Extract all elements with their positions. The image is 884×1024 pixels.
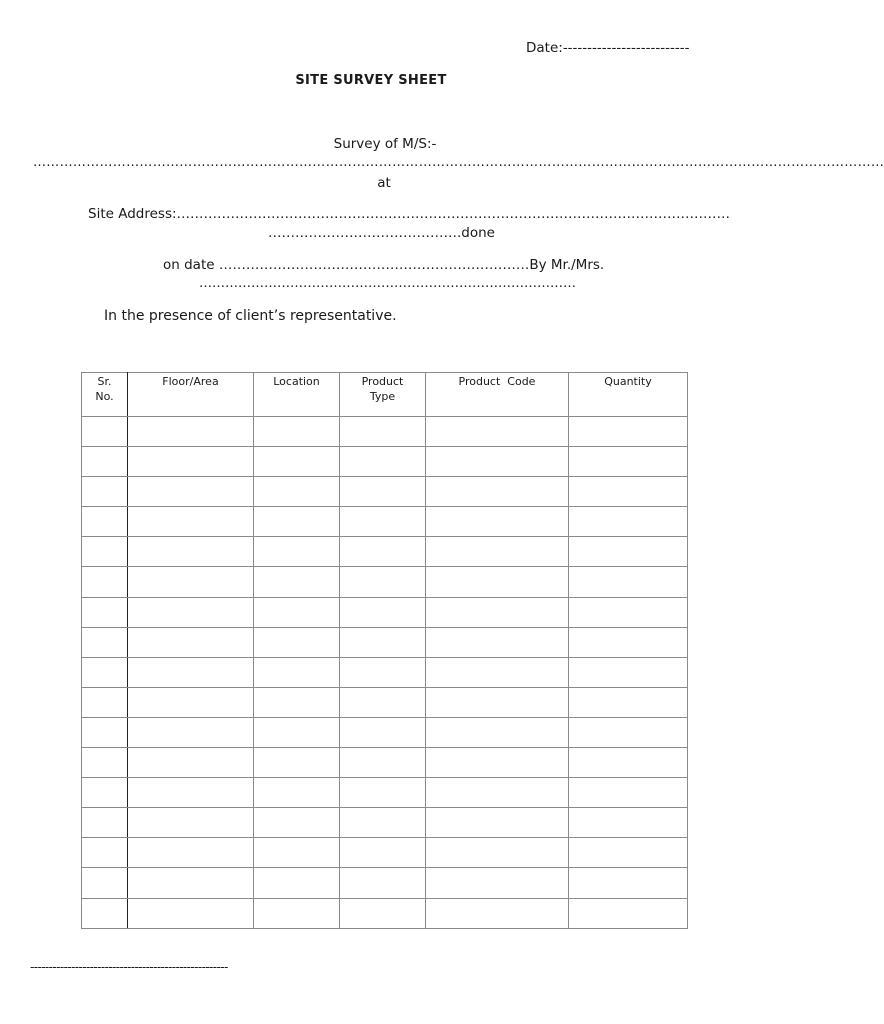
cell-location[interactable] xyxy=(254,778,340,808)
survey-of-label: Survey of M/S:- xyxy=(333,136,437,152)
cell-sr-no[interactable] xyxy=(82,687,128,717)
page-title: SITE SURVEY SHEET xyxy=(295,73,447,88)
cell-sr-no[interactable] xyxy=(82,627,128,657)
cell-sr-no[interactable] xyxy=(82,717,128,747)
cell-product-code[interactable] xyxy=(426,898,569,928)
date-field[interactable]: Date:-------------------------- xyxy=(526,40,690,56)
cell-quantity[interactable] xyxy=(569,687,688,717)
cell-product-type[interactable] xyxy=(340,567,426,597)
cell-floor-area[interactable] xyxy=(128,748,254,778)
cell-floor-area[interactable] xyxy=(128,507,254,537)
cell-floor-area[interactable] xyxy=(128,808,254,838)
by-name-field[interactable]: …………………………………………………………………………… xyxy=(199,276,576,291)
cell-quantity[interactable] xyxy=(569,507,688,537)
cell-sr-no[interactable] xyxy=(82,567,128,597)
table-header-row xyxy=(82,373,688,417)
table-row xyxy=(82,447,688,477)
column-header-product-type-line1: Product xyxy=(361,375,404,388)
cell-product-type[interactable] xyxy=(340,868,426,898)
cell-quantity[interactable] xyxy=(569,597,688,627)
cell-location[interactable] xyxy=(254,417,340,447)
cell-product-type[interactable] xyxy=(340,898,426,928)
cell-floor-area[interactable] xyxy=(128,567,254,597)
table-row xyxy=(82,537,688,567)
cell-product-type[interactable] xyxy=(340,808,426,838)
cell-location[interactable] xyxy=(254,447,340,477)
cell-sr-no[interactable] xyxy=(82,507,128,537)
cell-product-type[interactable] xyxy=(340,778,426,808)
column-header-product-type-line2: Type xyxy=(369,390,396,403)
table-row xyxy=(82,627,688,657)
cell-product-type[interactable] xyxy=(340,597,426,627)
cell-product-code[interactable] xyxy=(426,838,569,868)
cell-location[interactable] xyxy=(254,838,340,868)
cell-sr-no[interactable] xyxy=(82,597,128,627)
cell-quantity[interactable] xyxy=(569,838,688,868)
cell-product-type[interactable] xyxy=(340,627,426,657)
cell-quantity[interactable] xyxy=(569,477,688,507)
cell-location[interactable] xyxy=(254,507,340,537)
at-label: at xyxy=(377,175,391,191)
cell-product-code[interactable] xyxy=(426,447,569,477)
survey-table xyxy=(81,372,688,929)
table-row xyxy=(82,567,688,597)
cell-sr-no[interactable] xyxy=(82,748,128,778)
on-date-field[interactable]: on date ……………………………………………………………By Mr./Mrs. xyxy=(163,257,605,273)
table-row xyxy=(82,597,688,627)
cell-floor-area[interactable] xyxy=(128,537,254,567)
table-row xyxy=(82,808,688,838)
cell-sr-no[interactable] xyxy=(82,898,128,928)
table-row xyxy=(82,687,688,717)
cell-floor-area[interactable] xyxy=(128,477,254,507)
cell-quantity[interactable] xyxy=(569,748,688,778)
site-address-field[interactable]: Site Address:…………………………………………………………………………………………………………… xyxy=(88,206,731,222)
cell-quantity[interactable] xyxy=(569,537,688,567)
table-row xyxy=(82,838,688,868)
cell-product-type[interactable] xyxy=(340,717,426,747)
table-row xyxy=(82,507,688,537)
table-row xyxy=(82,477,688,507)
cell-quantity[interactable] xyxy=(569,778,688,808)
cell-product-code[interactable] xyxy=(426,808,569,838)
cell-quantity[interactable] xyxy=(569,567,688,597)
cell-product-code[interactable] xyxy=(426,657,569,687)
cell-quantity[interactable] xyxy=(569,657,688,687)
cell-sr-no[interactable] xyxy=(82,868,128,898)
cell-quantity[interactable] xyxy=(569,627,688,657)
cell-location[interactable] xyxy=(254,537,340,567)
column-header-sr-no-line1: Sr. xyxy=(97,375,112,388)
cell-floor-area[interactable] xyxy=(128,657,254,687)
cell-product-code[interactable] xyxy=(426,537,569,567)
cell-location[interactable] xyxy=(254,597,340,627)
cell-floor-area[interactable] xyxy=(128,417,254,447)
cell-product-code[interactable] xyxy=(426,717,569,747)
cell-quantity[interactable] xyxy=(569,417,688,447)
cell-product-type[interactable] xyxy=(340,477,426,507)
cell-sr-no[interactable] xyxy=(82,417,128,447)
table-body xyxy=(82,417,688,929)
cell-location[interactable] xyxy=(254,808,340,838)
cell-location[interactable] xyxy=(254,868,340,898)
column-header-location: Location xyxy=(254,373,340,417)
column-header-sr-no-line2: No. xyxy=(95,390,114,403)
cell-location[interactable] xyxy=(254,657,340,687)
column-header-product-type xyxy=(340,373,426,417)
cell-quantity[interactable] xyxy=(569,898,688,928)
cell-product-code[interactable] xyxy=(426,567,569,597)
cell-product-type[interactable] xyxy=(340,447,426,477)
cell-product-type[interactable] xyxy=(340,507,426,537)
cell-floor-area[interactable] xyxy=(128,778,254,808)
cell-product-code[interactable] xyxy=(426,477,569,507)
cell-floor-area[interactable] xyxy=(128,868,254,898)
cell-location[interactable] xyxy=(254,748,340,778)
signature-line[interactable]: ----------------------------------------------------- xyxy=(30,960,228,974)
column-header-product-code: Product Code xyxy=(426,373,569,417)
cell-floor-area[interactable] xyxy=(128,898,254,928)
cell-location[interactable] xyxy=(254,687,340,717)
cell-product-code[interactable] xyxy=(426,417,569,447)
table-row xyxy=(82,868,688,898)
cell-location[interactable] xyxy=(254,567,340,597)
cell-quantity[interactable] xyxy=(569,447,688,477)
column-header-sr-no xyxy=(82,373,128,417)
cell-floor-area[interactable] xyxy=(128,447,254,477)
cell-floor-area[interactable] xyxy=(128,597,254,627)
cell-location[interactable] xyxy=(254,717,340,747)
table-row xyxy=(82,717,688,747)
cell-product-type[interactable] xyxy=(340,537,426,567)
presence-note: In the presence of client’s representative. xyxy=(104,308,397,324)
cell-quantity[interactable] xyxy=(569,717,688,747)
table-row xyxy=(82,778,688,808)
cell-floor-area[interactable] xyxy=(128,717,254,747)
cell-product-code[interactable] xyxy=(426,868,569,898)
cell-sr-no[interactable] xyxy=(82,808,128,838)
cell-floor-area[interactable] xyxy=(128,687,254,717)
cell-sr-no[interactable] xyxy=(82,838,128,868)
cell-product-type[interactable] xyxy=(340,687,426,717)
table-row xyxy=(82,417,688,447)
done-field[interactable]: …………………………………….done xyxy=(268,225,495,241)
cell-sr-no[interactable] xyxy=(82,778,128,808)
cell-product-type[interactable] xyxy=(340,838,426,868)
column-header-quantity: Quantity xyxy=(569,373,688,417)
cell-product-code[interactable] xyxy=(426,748,569,778)
cell-product-code[interactable] xyxy=(426,507,569,537)
cell-sr-no[interactable] xyxy=(82,447,128,477)
cell-quantity[interactable] xyxy=(569,868,688,898)
cell-floor-area[interactable] xyxy=(128,627,254,657)
cell-product-type[interactable] xyxy=(340,417,426,447)
cell-product-code[interactable] xyxy=(426,597,569,627)
cell-location[interactable] xyxy=(254,627,340,657)
cell-product-type[interactable] xyxy=(340,748,426,778)
cell-sr-no[interactable] xyxy=(82,537,128,567)
table-row xyxy=(82,657,688,687)
cell-sr-no[interactable] xyxy=(82,477,128,507)
cell-product-code[interactable] xyxy=(426,627,569,657)
cell-quantity[interactable] xyxy=(569,808,688,838)
survey-of-field[interactable]: ………………………………………………………………………………………………………………………………………………………………………… xyxy=(33,155,884,170)
table-row xyxy=(82,898,688,928)
cell-product-code[interactable] xyxy=(426,778,569,808)
column-header-floor-area: Floor/Area xyxy=(128,373,254,417)
cell-sr-no[interactable] xyxy=(82,657,128,687)
cell-product-type[interactable] xyxy=(340,657,426,687)
table-row xyxy=(82,748,688,778)
cell-location[interactable] xyxy=(254,477,340,507)
cell-product-code[interactable] xyxy=(426,687,569,717)
cell-location[interactable] xyxy=(254,898,340,928)
cell-floor-area[interactable] xyxy=(128,838,254,868)
